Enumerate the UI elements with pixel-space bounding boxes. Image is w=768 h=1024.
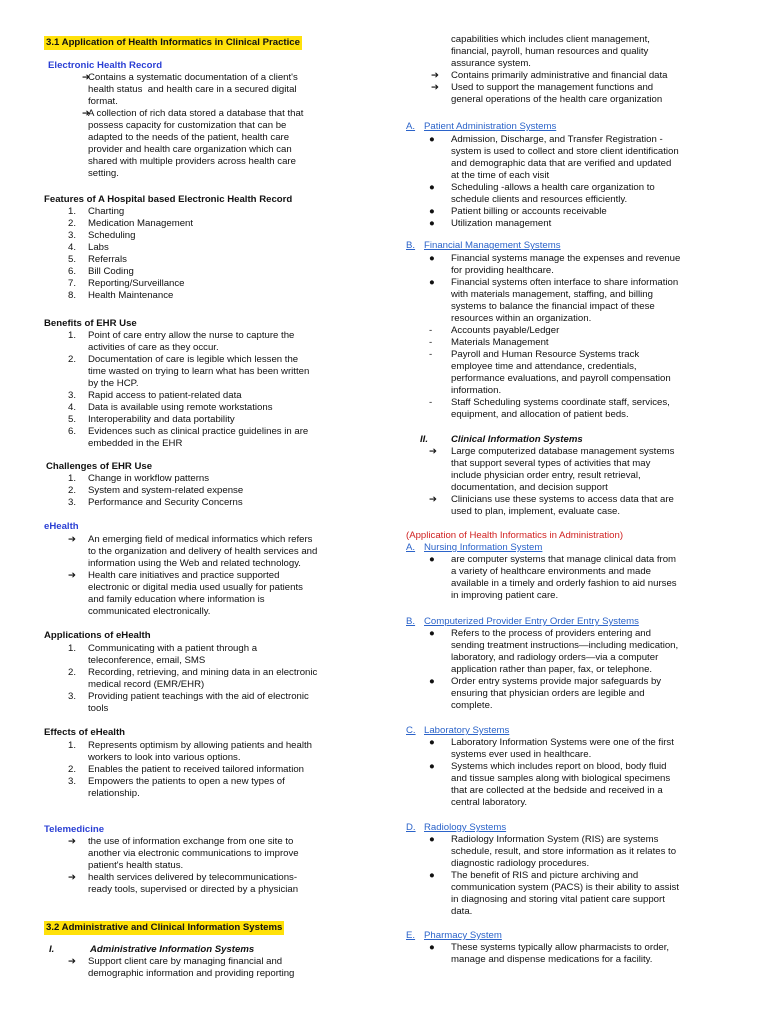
radiology-letter: D. [406,822,416,833]
cpoe-item-marker: ● [429,628,435,639]
patient-admin-item: at the time of each visit [451,170,550,181]
nursing-item-marker: ● [429,554,435,565]
section-heading-3-2: 3.2 Administrative and Clinical Information Systems [46,922,283,933]
ehr-bullet: shared with multiple providers across health care [88,156,296,167]
admin-arrow-item: general operations of the health care organization [451,94,663,105]
clinical-arrow-item: Large computerized database management systems [451,446,675,457]
lab-item: and tissue samples along with biological specimens [451,773,671,784]
clinical-arrow-item-marker: ➔ [429,446,438,457]
clinical-arrow-item: Clinicians use these systems to access data that are [451,494,674,505]
heading-applications-ehealth: Applications of eHealth [44,630,151,641]
clinical-arrow-item: include physician order entry, result retrieval, [451,470,641,481]
heading-challenges: Challenges of EHR Use [46,461,153,472]
application-item: teleconference, email, SMS [88,655,206,666]
admin-arrow-item-marker: ➔ [431,70,440,81]
ehealth-bullet: information using the Web and related technology. [88,558,301,569]
financial-bullet: with materials management, staffing, and billing [451,289,653,300]
challenge-item: System and system-related expense [88,485,244,496]
clinical-arrow-item: that support several types of activities that may [451,458,651,469]
radiology-item: communication system (PACS) is their ability to assist [451,882,680,893]
ehealth-bullet: electronic or digital media used usually for patients [88,582,303,593]
effect-item: Empowers the patients to open a new types of [88,776,285,787]
effect-item: Represents optimism by allowing patients and health [88,740,312,751]
effect-item: relationship. [88,788,140,799]
nursing-item: available in a timely and orderly fashion to aid nurses [451,578,677,589]
radiology-item: The benefit of RIS and picture archiving and [451,870,639,881]
pharmacy-item-marker: ● [429,942,435,953]
effect-item: Enables the patient to received tailored information [88,764,304,775]
financial-dash-item: equipment, and allocation of patient beds. [451,409,629,420]
financial-dash-item: performance evaluations, and payroll compensation [451,373,671,384]
patient-admin-item: and demographic data that are verified and updated [451,158,672,169]
challenge-item: Change in workflow patterns [88,473,210,484]
benefit-item: by the HCP. [88,378,139,389]
benefit-item: time wasted on trying to learn what has been written [88,366,310,377]
ehr-bullet: A collection of rich data stored a database that that [88,108,304,119]
heading-benefits: Benefits of EHR Use [44,318,137,329]
patient-admin-item-marker: ● [429,206,435,217]
section-heading-3-1: 3.1 Application of Health Informatics in Clinical Practice [46,37,300,48]
telemedicine-bullet: patient's health status. [88,860,184,871]
financial-bullet: systems to balance the financial impact of these [451,301,655,312]
ehr-bullet: health status and health care in a secured digital [88,84,297,95]
challenge-item-number: 2. [68,485,77,496]
feature-item-number: 7. [68,278,77,289]
benefit-item-marker: 4. [68,402,77,413]
patient-admin-item: Admission, Discharge, and Transfer Registration - [451,134,663,145]
pharmacy-item: manage and dispense medications for a facility. [451,954,653,965]
ehr-bullet: Contains a systematic documentation of a client's [88,72,298,83]
lab-heading: Laboratory Systems [424,725,510,736]
feature-item: Medication Management [88,218,194,229]
effect-item-marker: 2. [68,764,77,775]
radiology-item: data. [451,906,473,917]
nursing-item: are computer systems that manage clinical data from [451,554,677,565]
pharmacy-letter: E. [406,930,416,941]
feature-item: Reporting/Surveillance [88,278,185,289]
benefit-item-marker: 2. [68,354,77,365]
ehealth-bullet: An emerging field of medical informatics which refers [88,534,313,545]
radiology-heading: Radiology Systems [424,822,507,833]
clinical-arrow-item: documentation, and decision support [451,482,608,493]
pharmacy-heading: Pharmacy System [424,930,502,941]
financial-bullet: Financial systems often interface to share information [451,277,679,288]
telemedicine-bullet-marker: ➔ [68,836,77,847]
ehealth-bullet: Health care initiatives and practice supported [88,570,280,581]
cpoe-letter: B. [406,616,416,627]
application-note: (Application of Health Informatics in Administration) [406,530,624,541]
ehealth-bullet: communicated electronically. [88,606,211,617]
financial-dash-item-marker: - [429,337,433,348]
patient_admin-letter: A. [406,121,416,132]
nursing-heading: Nursing Information System [424,542,543,553]
feature-item-number: 1. [68,206,77,217]
telemedicine-bullet: ready tools, supervised or directed by a physician [88,884,299,895]
nursing-item: in improving patient care. [451,590,559,601]
financial-dash-item-marker: - [429,325,433,336]
effect-item: workers to look into various options. [88,752,241,763]
financial-dash-item: Payroll and Human Resource Systems track [451,349,640,360]
application-item: Communicating with a patient through a [88,643,258,654]
financial-dash-item-marker: - [429,397,433,408]
admin-arrow-item: Used to support the management functions and [451,82,654,93]
heading-administrative-systems: Administrative Information Systems [90,944,255,955]
benefit-item: embedded in the EHR [88,438,183,449]
financial-dash-item: information. [451,385,502,396]
application-item-marker: 1. [68,643,77,654]
admin-arrow-item-marker: ➔ [431,82,440,93]
radiology-item: in diagnosing and storing vital patient care support [451,894,665,905]
clinical-arrow-item: used to plan, implement, evaluate case. [451,506,621,517]
radiology-item-marker: ● [429,834,435,845]
admin-arrow-item: Contains primarily administrative and financial data [451,70,668,81]
lab-item: Laboratory Information Systems were one of the first [451,737,674,748]
cpoe-item: complete. [451,700,493,711]
feature-item-number: 3. [68,230,77,241]
feature-item-number: 2. [68,218,77,229]
patient-admin-item: Utilization management [451,218,552,229]
ehr-bullet: setting. [88,168,119,179]
admin-bullet: demographic information and providing reporting [88,968,295,979]
lab-item: that are collected at the bedside and received in a [451,785,663,796]
patient-admin-item-marker: ● [429,182,435,193]
heading-effects-ehealth: Effects of eHealth [44,727,126,738]
application-item-marker: 3. [68,691,77,702]
cpoe-item: sending treatment instructions—including medication, [451,640,679,651]
challenge-item-number: 1. [68,473,77,484]
ehr-bullet: adapted to the needs of the patient, health care [88,132,290,143]
patient-admin-item: schedule clients and resources efficiently. [451,194,628,205]
feature-item-number: 8. [68,290,77,301]
application-item: medical record (EMR/EHR) [88,679,205,690]
ehealth-bullet: to the organization and delivery of health services and [88,546,318,557]
telemedicine-bullet-marker: ➔ [68,872,77,883]
feature-item: Health Maintenance [88,290,174,301]
benefit-item: Evidences such as clinical practice guidelines in are [88,426,309,437]
financial-dash-item: Materials Management [451,337,549,348]
lab-letter: C. [406,725,416,736]
application-item-marker: 2. [68,667,77,678]
patient-admin-item: Patient billing or accounts receivable [451,206,607,217]
patient-admin-item: system is used to collect and store client identification [451,146,679,157]
financial-dash-item: employee time and attendance, credentials, [451,361,637,372]
heading-clinical-systems: Clinical Information Systems [451,434,583,445]
application-item: tools [88,703,109,714]
radiology-item: diagnostic radiology procedures. [451,858,590,869]
financial-dash-item-marker: - [429,349,433,360]
radiology-item: Radiology Information System (RIS) are systems [451,834,659,845]
financial-dash-item: Accounts payable/Ledger [451,325,560,336]
cpoe-item-marker: ● [429,676,435,687]
benefit-item: Rapid access to patient-related data [88,390,242,401]
heading-features: Features of A Hospital based Electronic Health Record [44,194,293,205]
benefit-item: Interoperability and data portability [88,414,235,425]
feature-item: Scheduling [88,230,136,241]
telemedicine-bullet: the use of information exchange from one site to [88,836,294,847]
feature-item: Labs [88,242,109,253]
financial-bullet: Financial systems manage the expenses and revenue [451,253,681,264]
benefit-item-marker: 1. [68,330,77,341]
patient-admin-item-marker: ● [429,134,435,145]
ehr-bullet-marker: ➔ [82,72,91,83]
nursing-letter: A. [406,542,416,553]
continued-text: assurance system. [451,58,531,69]
application-item: Recording, retrieving, and mining data in an electronic [88,667,318,678]
cpoe-item: laboratory, and radiology orders—via a computer [451,652,659,663]
continued-text: financial, payroll, human resources and quality [451,46,649,57]
pharmacy-item: These systems typically allow pharmacists to order, [451,942,670,953]
benefit-item-marker: 3. [68,390,77,401]
telemedicine-bullet: health services delivered by telecommunications- [88,872,298,883]
lab-item: Systems which includes report on blood, body fluid [451,761,667,772]
radiology-item: schedule, result, and store information as it relates to [451,846,677,857]
lab-item-marker: ● [429,761,435,772]
financial-dash-item: Staff Scheduling systems coordinate staff, services, [451,397,670,408]
cpoe-heading: Computerized Provider Entry Order Entry Systems [424,616,639,627]
feature-item: Bill Coding [88,266,134,277]
financial-heading: Financial Management Systems [424,240,561,251]
admin-bullet-marker: ➔ [68,956,77,967]
clinical-arrow-item-marker: ➔ [429,494,438,505]
nursing-item: a variety of healthcare environments and made [451,566,651,577]
patient-admin-item-marker: ● [429,218,435,229]
roman-numeral-i: I. [49,944,55,955]
cpoe-item: Order entry systems provide major safeguards by [451,676,662,687]
roman-numeral-ii: II. [420,434,428,445]
ehr-bullet-marker: ➔ [82,108,91,119]
feature-item: Charting [88,206,125,217]
lab-item: systems ever used in healthcare. [451,749,592,760]
ehr-bullet: format. [88,96,118,107]
heading-telemedicine: Telemedicine [44,824,105,835]
financial-bullet: for providing healthcare. [451,265,554,276]
feature-item-number: 5. [68,254,77,265]
lab-item: central laboratory. [451,797,528,808]
benefit-item: Data is available using remote workstations [88,402,273,413]
effect-item-marker: 3. [68,776,77,787]
benefit-item: Point of care entry allow the nurse to capture the [88,330,295,341]
effect-item-marker: 1. [68,740,77,751]
challenge-item: Performance and Security Concerns [88,497,243,508]
ehealth-bullet: and family education where information is [88,594,265,605]
feature-item: Referrals [88,254,127,265]
benefit-item: activities of care as they occur. [88,342,219,353]
benefit-item-marker: 6. [68,426,77,437]
admin-bullet: Support client care by managing financial and [88,956,283,967]
telemedicine-bullet: another via electronic communications to improve [88,848,299,859]
ehr-bullet: provider and health care organization which can [88,144,292,155]
financial-bullet: resources within an organization. [451,313,592,324]
cpoe-item: Refers to the process of providers entering and [451,628,651,639]
ehealth-bullet-marker: ➔ [68,570,77,581]
feature-item-number: 4. [68,242,77,253]
patient-admin-item: Scheduling -allows a health care organization to [451,182,655,193]
application-item: Providing patient teachings with the aid of electronic [88,691,309,702]
ehr-bullet: possess capacity for customization that can be [88,120,287,131]
cpoe-item: application rather than paper, fax, or telephone. [451,664,653,675]
financial-letter: B. [406,240,416,251]
benefit-item: Documentation of care is legible which lessen the [88,354,299,365]
patient_admin-heading: Patient Administration Systems [424,121,557,132]
feature-item-number: 6. [68,266,77,277]
challenge-item-number: 3. [68,497,77,508]
ehealth-bullet-marker: ➔ [68,534,77,545]
heading-ehealth: eHealth [44,521,79,532]
heading-electronic-health-record: Electronic Health Record [48,60,163,71]
lab-item-marker: ● [429,737,435,748]
financial-bullet-marker: ● [429,253,435,264]
continued-text: capabilities which includes client management, [451,34,650,45]
financial-bullet-marker: ● [429,277,435,288]
radiology-item-marker: ● [429,870,435,881]
cpoe-item: ensuring that physician orders are legible and [451,688,645,699]
benefit-item-marker: 5. [68,414,77,425]
